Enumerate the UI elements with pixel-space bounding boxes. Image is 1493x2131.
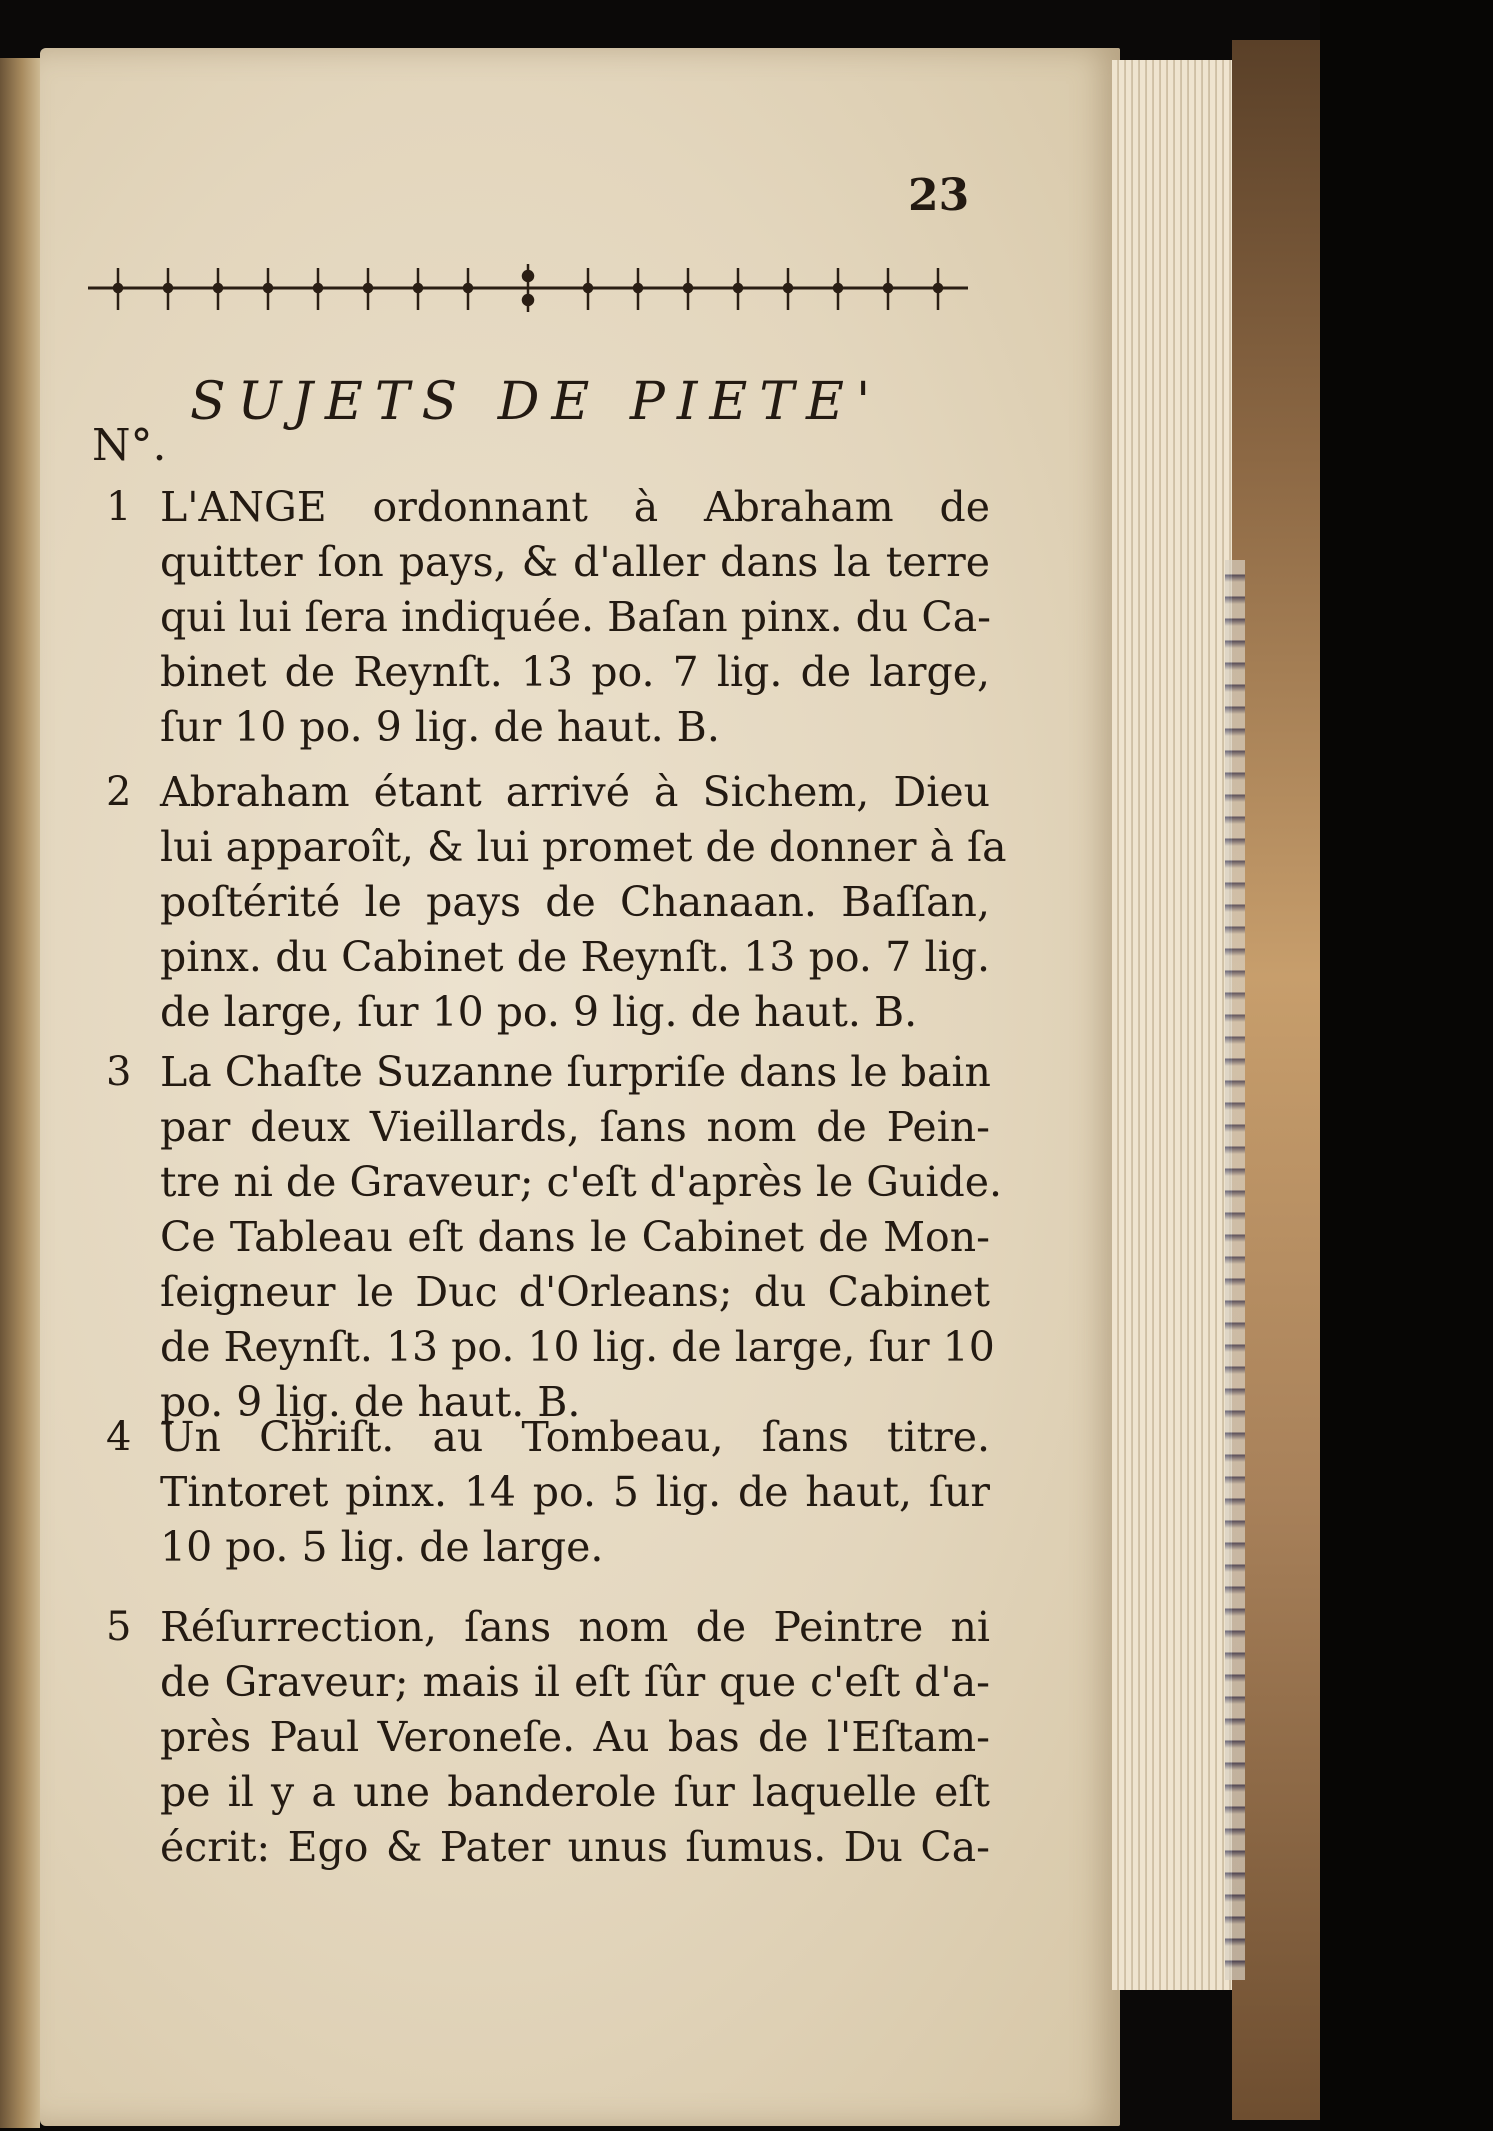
entry-line: La Chaſte Suzanne ſurpriſe dans le bain [160,1048,991,1096]
catalogue-entry [106,480,992,755]
entry-line: Tintoret pinx. 14 po. 5 lig. de haut, ſur [160,1468,990,1516]
entry-number: 2 [106,769,132,815]
cross-ornament [356,268,380,310]
entry-line: quitter ſon pays, & d'aller dans la terre [160,538,990,586]
cross-ornament [406,268,430,310]
page-edges [1112,60,1232,1990]
entry-line: L'ANGE ordonnant à Abraham de [160,483,990,531]
page-number: 23 [908,170,970,221]
entry-line: pinx. du Cabinet de Reynſt. 13 po. 7 lig. [160,933,990,981]
entry-line: par deux Vieillards, ſans nom de Pein- [160,1103,990,1151]
entry-line: poſtérité le pays de Chanaan. Baſſan, [160,878,990,926]
entry-line: de large, ſur 10 po. 9 lig. de haut. B. [160,988,918,1036]
cross-ornament [726,268,750,310]
entry-line: ſeigneur le Duc d'Orleans; du Cabinet [160,1268,990,1316]
cross-ornament [826,268,850,310]
catalogue-entry [106,765,1007,1040]
cross-ornament [156,268,180,310]
cross-ornament [256,268,280,310]
cross-ornament [456,268,480,310]
entry-line: Réſurrection, ſans nom de Peintre ni [160,1603,990,1651]
entry-line: qui lui ſera indiquée. Baſan pinx. du Ca- [160,593,992,641]
leather-cover [1232,40,1332,2120]
entry-number: 4 [106,1414,132,1460]
entry-line: Abraham étant arrivé à Sichem, Dieu [160,768,990,816]
cross-ornament [676,268,700,310]
cross-ornament [106,268,130,310]
entry-line: ſur 10 po. 9 lig. de haut. B. [160,703,720,751]
cross-ornament [576,268,600,310]
entry-line: lui apparoît, & lui promet de donner à ſa [160,823,1007,871]
catalogue-entry [106,1410,990,1575]
entry-line: binet de Reynſt. 13 po. 7 lig. de large, [160,648,990,696]
entry-line: Ce Tableau eſt dans le Cabinet de Mon- [160,1213,990,1261]
section-heading: SUJETS DE PIETE' [190,372,883,432]
dark-background-right [1320,0,1493,2131]
catalogue-entry [106,1600,990,1875]
central-ornament [510,264,546,312]
number-column-label: N°. [92,420,167,471]
ornamental-rule [88,260,968,316]
cross-ornament [306,268,330,310]
marbled-endpaper [1225,560,1245,1980]
catalogue-entry [106,1045,1003,1430]
entry-line: Un Chriſt. au Tombeau, ſans titre. [160,1413,990,1461]
cross-ornament [876,268,900,310]
cross-ornament [926,268,950,310]
entry-number: 3 [106,1049,132,1095]
entry-line: pe il y a une banderole ſur laquelle eſt [160,1768,990,1816]
entry-line: de Reynſt. 13 po. 10 lig. de large, ſur 10 [160,1323,995,1371]
entry-line: tre ni de Graveur; c'eſt d'après le Guide. [160,1158,1003,1206]
entry-number: 5 [106,1604,132,1650]
entry-line: po. 9 lig. de haut. B. [160,1378,581,1426]
facing-page-edge [0,58,40,2128]
entry-number: 1 [106,484,132,530]
entry-line: de Graveur; mais il eſt ſûr que c'eſt d'a- [160,1658,990,1706]
cross-ornament [206,268,230,310]
entry-line: 10 po. 5 lig. de large. [160,1523,604,1571]
entry-line: près Paul Veroneſe. Au bas de l'Eſtam- [160,1713,990,1761]
entry-line: écrit: Ego & Pater unus ſumus. Du Ca- [160,1823,990,1871]
cross-ornament [776,268,800,310]
cross-ornament [626,268,650,310]
